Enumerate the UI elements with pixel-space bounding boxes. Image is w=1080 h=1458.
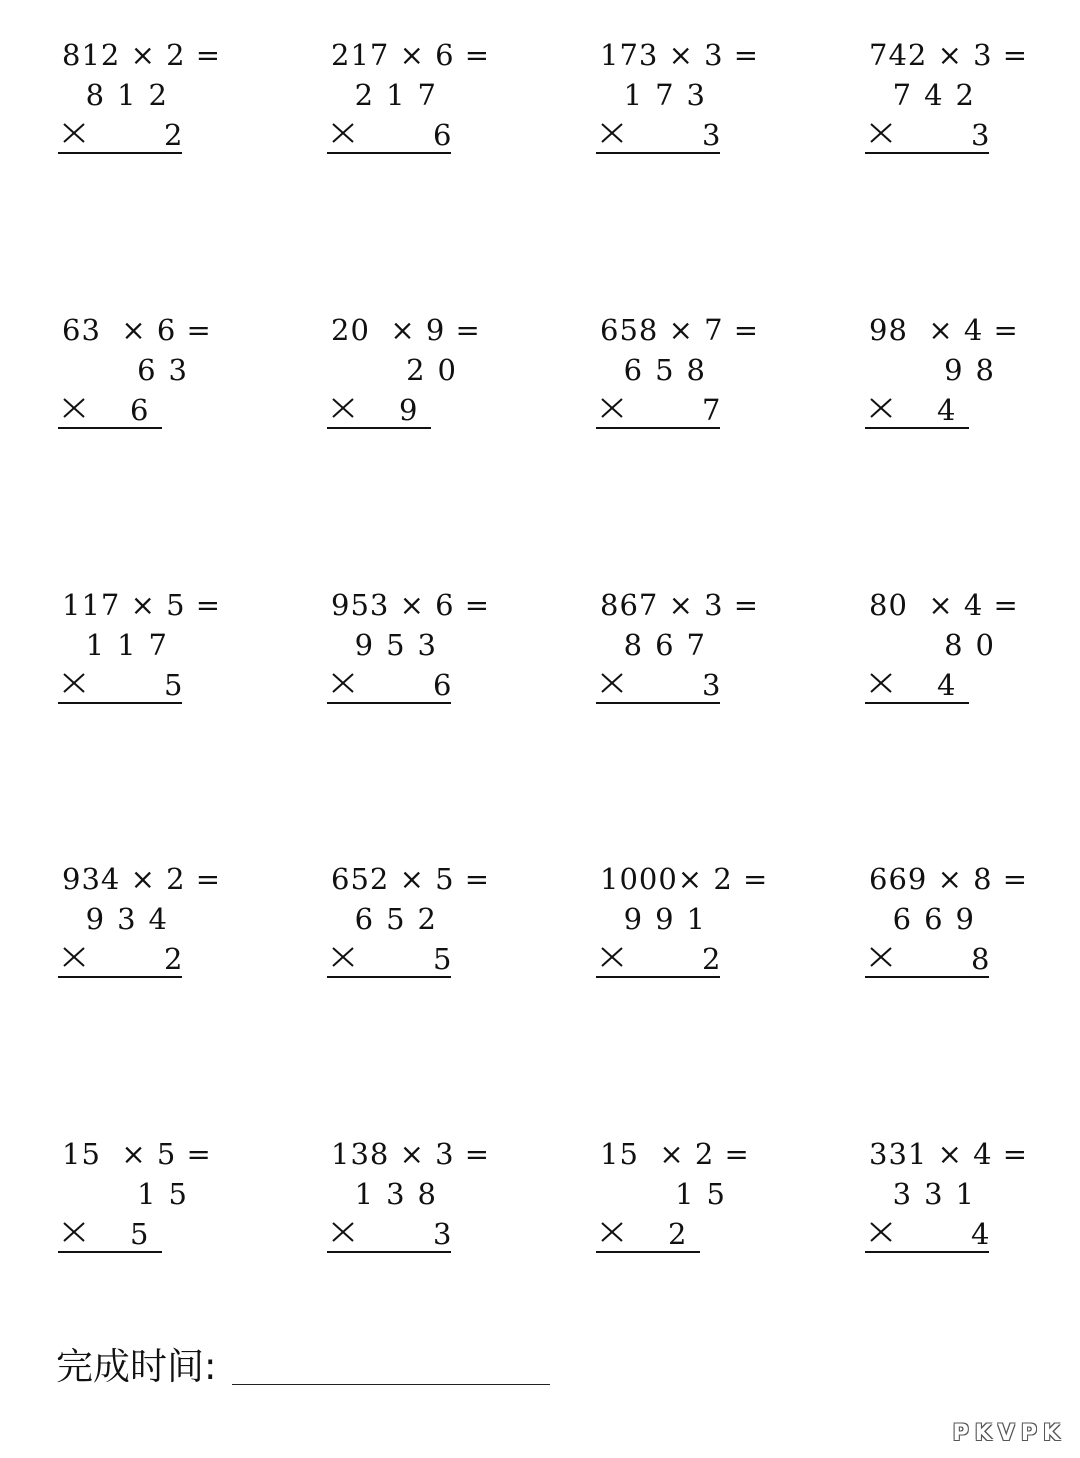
vertical-multiplicand: 867 xyxy=(623,628,718,662)
problem-equation: 867 × 3 = xyxy=(600,588,760,622)
problem-equation: 15 × 5 = xyxy=(62,1137,212,1171)
multiply-sign-icon xyxy=(865,1217,895,1245)
vertical-multiplicand: 173 xyxy=(623,78,718,112)
vertical-multiplier: 3 xyxy=(433,1217,452,1251)
problem-equation: 15 × 2 = xyxy=(600,1137,750,1171)
vertical-multiplier: 4 xyxy=(971,1217,990,1251)
answer-underline xyxy=(58,152,182,154)
vertical-multiplicand: 15 xyxy=(137,1177,200,1211)
vertical-multiplicand: 934 xyxy=(85,902,180,936)
answer-underline xyxy=(58,976,182,978)
completion-time-blank[interactable] xyxy=(232,1384,550,1385)
vertical-multiplicand: 80 xyxy=(944,628,1007,662)
vertical-multiplier: 3 xyxy=(971,118,990,152)
answer-underline xyxy=(327,702,451,704)
multiply-sign-icon xyxy=(596,118,626,146)
vertical-multiplicand: 812 xyxy=(85,78,180,112)
problem-equation: 812 × 2 = xyxy=(62,38,222,72)
problem xyxy=(865,1137,1065,1257)
vertical-multiplicand: 117 xyxy=(85,628,180,662)
multiply-sign-icon xyxy=(58,1217,88,1245)
answer-underline xyxy=(327,152,451,154)
vertical-multiplier: 2 xyxy=(702,942,721,976)
multiply-sign-icon xyxy=(596,668,626,696)
vertical-multiplicand: 953 xyxy=(354,628,449,662)
answer-underline xyxy=(327,1251,451,1253)
problem xyxy=(58,588,258,708)
multiply-sign-icon xyxy=(596,1217,626,1245)
problem xyxy=(596,862,796,982)
vertical-multiplier: 9 xyxy=(399,393,418,427)
answer-underline xyxy=(596,1251,700,1253)
multiply-sign-icon xyxy=(58,668,88,696)
vertical-multiplier: 2 xyxy=(164,942,183,976)
answer-underline xyxy=(865,1251,989,1253)
watermark: PKVPK xyxy=(952,1421,1066,1446)
problem xyxy=(865,313,1065,433)
answer-underline xyxy=(596,152,720,154)
problem xyxy=(327,862,527,982)
vertical-multiplier: 7 xyxy=(702,393,721,427)
problem-equation: 652 × 5 = xyxy=(331,862,491,896)
vertical-multiplicand: 658 xyxy=(623,353,718,387)
answer-underline xyxy=(865,427,969,429)
vertical-multiplicand: 15 xyxy=(675,1177,738,1211)
problem xyxy=(327,313,527,433)
multiply-sign-icon xyxy=(596,942,626,970)
answer-underline xyxy=(865,152,989,154)
problem-equation: 953 × 6 = xyxy=(331,588,491,622)
problem-equation: 331 × 4 = xyxy=(869,1137,1029,1171)
answer-underline xyxy=(58,427,162,429)
vertical-multiplicand: 138 xyxy=(354,1177,449,1211)
multiply-sign-icon xyxy=(327,942,357,970)
problem xyxy=(58,862,258,982)
vertical-multiplier: 5 xyxy=(433,942,452,976)
problem-equation: 63 × 6 = xyxy=(62,313,212,347)
problem-equation: 173 × 3 = xyxy=(600,38,760,72)
answer-underline xyxy=(865,976,989,978)
vertical-multiplier: 6 xyxy=(433,668,452,702)
vertical-multiplicand: 20 xyxy=(406,353,469,387)
completion-time-label: 完成时间: xyxy=(56,1345,217,1388)
vertical-multiplier: 2 xyxy=(668,1217,687,1251)
vertical-multiplicand: 98 xyxy=(944,353,1007,387)
vertical-multiplicand: 669 xyxy=(892,902,987,936)
problem xyxy=(327,588,527,708)
multiply-sign-icon xyxy=(865,393,895,421)
vertical-multiplier: 6 xyxy=(433,118,452,152)
problem xyxy=(596,313,796,433)
problem xyxy=(58,38,258,158)
problem-equation: 138 × 3 = xyxy=(331,1137,491,1171)
multiply-sign-icon xyxy=(327,1217,357,1245)
vertical-multiplicand: 652 xyxy=(354,902,449,936)
vertical-multiplier: 5 xyxy=(130,1217,149,1251)
answer-underline xyxy=(596,427,720,429)
problem xyxy=(327,38,527,158)
multiply-sign-icon xyxy=(865,668,895,696)
vertical-multiplier: 2 xyxy=(164,118,183,152)
multiply-sign-icon xyxy=(327,393,357,421)
multiply-sign-icon xyxy=(327,668,357,696)
vertical-multiplier: 5 xyxy=(164,668,183,702)
vertical-multiplier: 6 xyxy=(130,393,149,427)
problem-equation: 117 × 5 = xyxy=(62,588,222,622)
problem xyxy=(596,1137,796,1257)
vertical-multiplicand: 742 xyxy=(892,78,987,112)
multiply-sign-icon xyxy=(865,942,895,970)
multiply-sign-icon xyxy=(58,942,88,970)
vertical-multiplier: 4 xyxy=(937,668,956,702)
multiply-sign-icon xyxy=(58,393,88,421)
vertical-multiplicand: 63 xyxy=(137,353,200,387)
vertical-multiplier: 3 xyxy=(702,668,721,702)
problem-equation: 20 × 9 = xyxy=(331,313,481,347)
problem xyxy=(596,38,796,158)
answer-underline xyxy=(596,976,720,978)
vertical-multiplicand: 217 xyxy=(354,78,449,112)
answer-underline xyxy=(865,702,969,704)
problem xyxy=(865,38,1065,158)
problem-equation: 217 × 6 = xyxy=(331,38,491,72)
multiply-sign-icon xyxy=(596,393,626,421)
problem xyxy=(327,1137,527,1257)
answer-underline xyxy=(58,702,182,704)
problem-equation: 98 × 4 = xyxy=(869,313,1019,347)
multiply-sign-icon xyxy=(327,118,357,146)
vertical-multiplier: 8 xyxy=(971,942,990,976)
vertical-multiplicand: 331 xyxy=(892,1177,987,1211)
problem-equation: 1000× 2 = xyxy=(600,862,769,896)
problem-equation: 669 × 8 = xyxy=(869,862,1029,896)
multiply-sign-icon xyxy=(58,118,88,146)
problem xyxy=(865,588,1065,708)
problem-equation: 658 × 7 = xyxy=(600,313,760,347)
answer-underline xyxy=(58,1251,162,1253)
answer-underline xyxy=(327,427,431,429)
problem xyxy=(596,588,796,708)
answer-underline xyxy=(596,702,720,704)
vertical-multiplier: 3 xyxy=(702,118,721,152)
problem-equation: 934 × 2 = xyxy=(62,862,222,896)
problem xyxy=(865,862,1065,982)
answer-underline xyxy=(327,976,451,978)
problem xyxy=(58,1137,258,1257)
problem-equation: 80 × 4 = xyxy=(869,588,1019,622)
vertical-multiplicand: 991 xyxy=(623,902,718,936)
multiply-sign-icon xyxy=(865,118,895,146)
problem-equation: 742 × 3 = xyxy=(869,38,1029,72)
problem xyxy=(58,313,258,433)
vertical-multiplier: 4 xyxy=(937,393,956,427)
